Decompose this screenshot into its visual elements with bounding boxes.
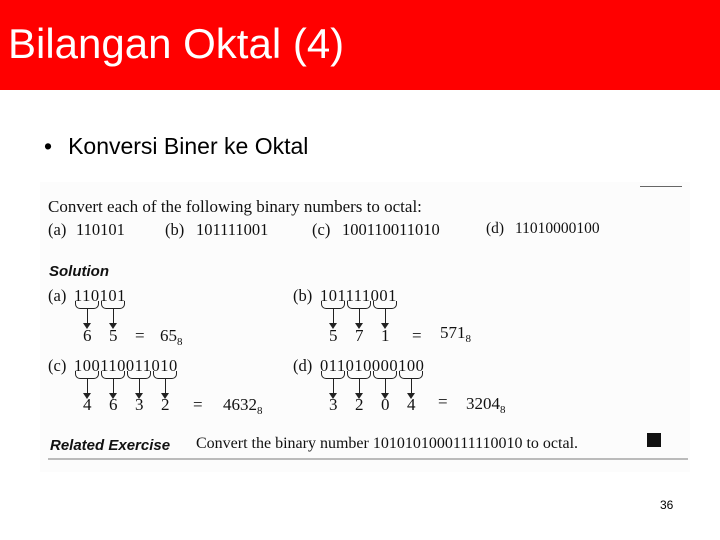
group-brace <box>101 371 125 379</box>
solution-c-binary: 100110011010 <box>74 356 178 375</box>
solution-a-label: (a) <box>48 286 67 305</box>
octal-digit: 3 <box>135 395 144 414</box>
octal-digit: 3 <box>329 395 338 414</box>
group-brace <box>347 371 371 379</box>
solution-d-result: $3204_8$ <box>466 394 506 416</box>
octal-digit: 5 <box>109 326 118 345</box>
octal-digit: 6 <box>109 395 118 414</box>
solution-a-binary: 110101 <box>74 286 126 305</box>
octal-digit: 6 <box>83 326 92 345</box>
octal-digit: 4 <box>407 395 416 414</box>
problem-a-value: 110101 <box>76 220 125 239</box>
problem-b-label: (b) <box>165 220 185 239</box>
equals-sign: = <box>412 326 422 345</box>
solution-c-label: (c) <box>48 356 67 375</box>
problem-c-label: (c) <box>312 220 331 239</box>
group-brace <box>347 301 371 309</box>
octal-digit: 2 <box>355 395 364 414</box>
end-of-section-square-icon <box>647 433 661 447</box>
solution-heading: Solution <box>49 263 109 280</box>
octal-digit: 2 <box>161 395 170 414</box>
problem-a-label: (a) <box>48 220 67 239</box>
problem-d-value: 11010000100 <box>515 220 600 237</box>
group-brace <box>321 371 345 379</box>
down-arrow-icon <box>113 309 114 327</box>
equals-sign: = <box>135 326 145 345</box>
problem-c-value: 100110011010 <box>342 220 440 239</box>
down-arrow-icon <box>333 309 334 327</box>
page-number: 36 <box>660 498 674 512</box>
problem-b-value: 101111001 <box>196 220 269 239</box>
group-brace <box>75 371 99 379</box>
octal-digit: 0 <box>381 395 390 414</box>
bullet-text: Konversi Biner ke Oktal <box>68 133 309 159</box>
octal-digit: 1 <box>381 326 390 345</box>
bullet-item <box>44 133 308 160</box>
group-brace <box>373 371 397 379</box>
down-arrow-icon <box>359 309 360 327</box>
down-arrow-icon <box>385 309 386 327</box>
textbook-scan-image <box>40 182 690 472</box>
solution-c-result: $4632_8$ <box>223 395 263 417</box>
group-brace <box>153 371 177 379</box>
group-brace <box>399 371 423 379</box>
group-brace <box>127 371 151 379</box>
slide-title: Bilangan Oktal (4) <box>8 20 345 67</box>
bullet-dot-icon: • <box>44 133 53 159</box>
down-arrow-icon <box>87 309 88 327</box>
exercise-prompt: Convert each of the following binary numbers to octal: <box>48 197 422 216</box>
solution-b-label: (b) <box>293 286 313 305</box>
solution-a-result: $65_8$ <box>160 326 183 348</box>
octal-digit: 5 <box>329 326 338 345</box>
equals-sign: = <box>438 392 448 411</box>
group-brace <box>321 301 345 309</box>
solution-d-binary: 011010000100 <box>320 356 425 375</box>
solution-b-binary: 101111001 <box>320 286 397 305</box>
scan-top-rule <box>640 186 682 187</box>
title-bar <box>0 0 720 90</box>
problem-d-label: (d) <box>486 220 505 237</box>
group-brace <box>75 301 99 309</box>
group-brace <box>373 301 397 309</box>
group-brace <box>101 301 125 309</box>
related-exercise-label: Related Exercise <box>50 437 171 454</box>
scan-bottom-rule <box>48 458 688 460</box>
related-exercise-text: Convert the binary number 1010101000111110010 to octal. <box>196 435 579 452</box>
octal-digit: 7 <box>355 326 364 345</box>
equals-sign: = <box>193 395 203 414</box>
solution-d-label: (d) <box>293 356 313 375</box>
octal-digit: 4 <box>83 395 92 414</box>
solution-b-result: $571_8$ <box>440 323 471 345</box>
